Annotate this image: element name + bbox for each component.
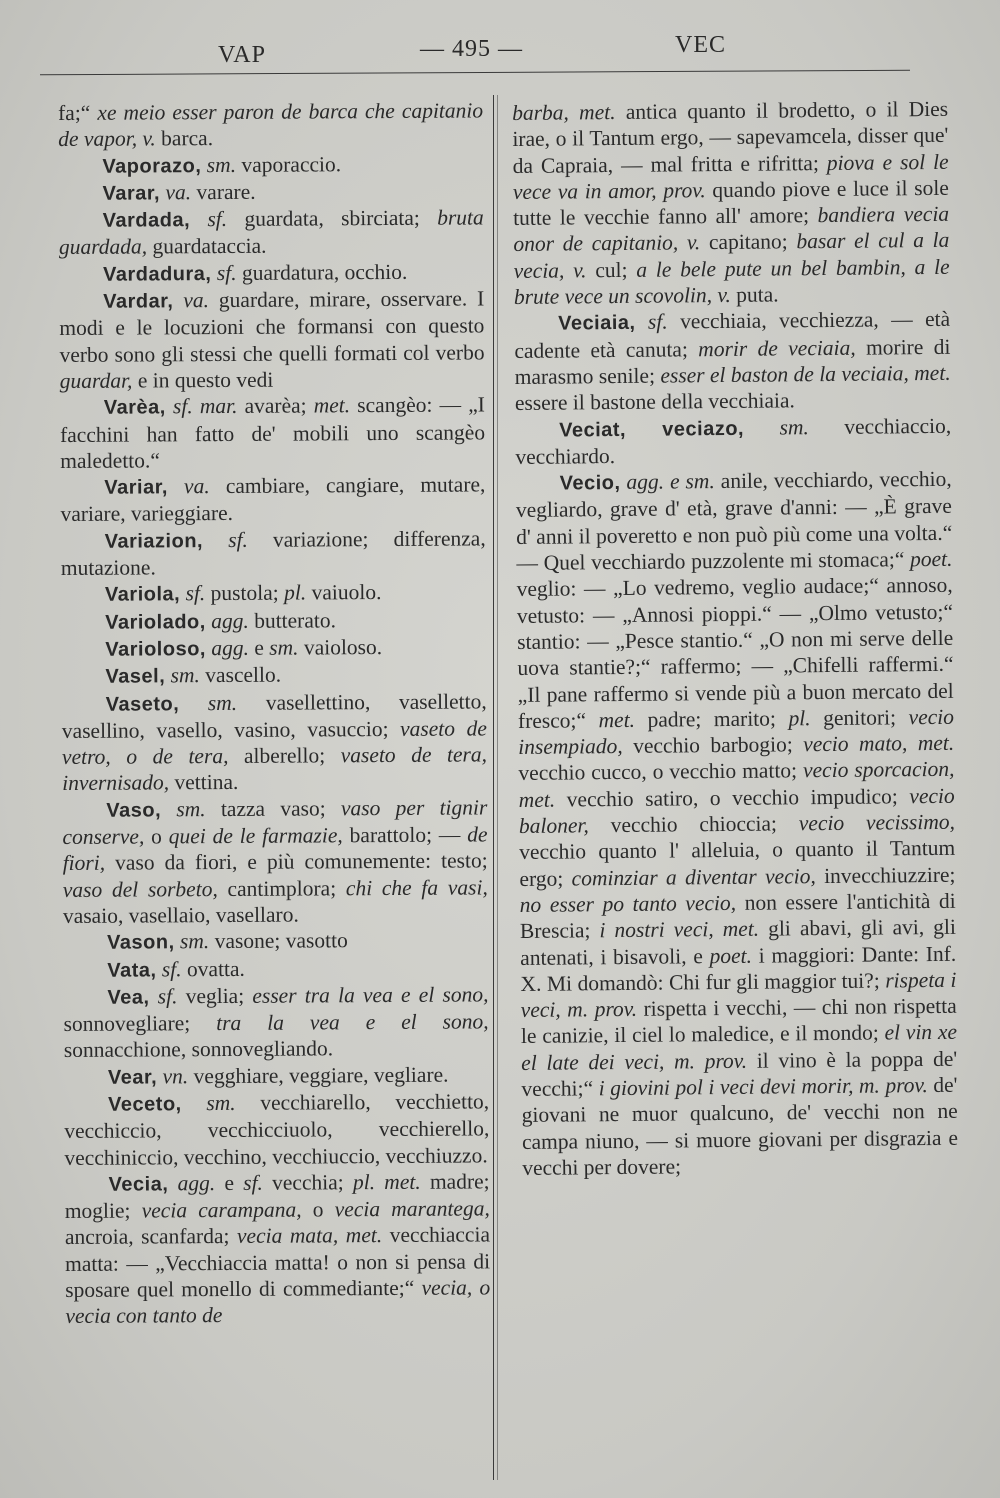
italic-phrase: no esser po tanto vecio, xyxy=(519,890,737,917)
definition-text: rispetta i vecchi, — chi non rispetta le canizie, il ciel lo maledice, e il mondo; xyxy=(520,993,957,1049)
italic-phrase: vecio insempiado, xyxy=(518,704,955,760)
dictionary-entry xyxy=(58,97,483,152)
grammar-label: sm. xyxy=(170,663,200,688)
definition-text: antica quanto il brodetto, o il Dies irae, o il Tantum ergo, — sapevamcela, disser que' da Capraia, — mal fritta e rifritta; xyxy=(512,96,949,178)
entry-headword: Variolado, xyxy=(105,610,206,634)
grammar-label: va. xyxy=(165,180,192,205)
dictionary-entry xyxy=(63,981,488,1063)
definition-text: sonnovegliare; xyxy=(63,1011,217,1037)
entry-headword: Vardadura, xyxy=(102,262,212,286)
dictionary-entry xyxy=(516,466,959,1181)
definition-text: quando piove e luce il sole tutte le vecchie fanno all' amore; xyxy=(513,175,949,231)
dictionary-entry xyxy=(61,525,486,581)
definition-text: butterato. xyxy=(248,607,337,633)
definition-text: vecchiaccio, vecchiardo. xyxy=(515,413,952,469)
definition-text: vecchio chioccia; xyxy=(588,811,799,838)
definition-text: cambiare, cangiare, mutare, variare, varieggiare. xyxy=(60,472,486,527)
dictionary-entry xyxy=(63,927,488,957)
definition-text: de' giovani ne muor qualcuno, de' vecchi non ne campa niuno, — si muore giovani per disgrazia e vecchi per dovere; xyxy=(521,1072,959,1180)
definition-text: vasellettino, vaselletto, vasellino, vasello, vasino, vasuccio; xyxy=(61,688,487,743)
dictionary-entry xyxy=(61,633,486,663)
italic-phrase: pl. xyxy=(284,580,307,605)
definition-text: vecchiarello, vecchietto, vecchiccio, vecchicciuolo, vecchierello, vecchiniccio, vecchino, vecchiuccio, vecchiuzzo. xyxy=(64,1089,490,1170)
definition-text: barattolo; — xyxy=(342,822,468,848)
definition-text: capitano; xyxy=(700,229,797,255)
definition-text: padre; marito; xyxy=(634,706,789,732)
column-divider xyxy=(493,95,494,1480)
dictionary-entry xyxy=(58,177,483,207)
definition-text: barca. xyxy=(155,126,214,151)
right-column xyxy=(512,96,958,1181)
definition-text: puta. xyxy=(730,282,779,307)
italic-phrase: vecio sporcacion, met. xyxy=(518,757,955,812)
definition-text: fa;“ xyxy=(58,100,98,125)
italic-phrase: sf. xyxy=(243,1170,263,1195)
grammar-label: agg. xyxy=(211,608,249,633)
italic-phrase: pl. met. xyxy=(352,1169,421,1195)
definition-text: o xyxy=(301,1197,335,1222)
entry-headword: Vata, xyxy=(107,958,157,982)
grammar-label: sm. xyxy=(176,796,206,822)
definition-text: essere il bastone della vecchiaia. xyxy=(514,388,795,416)
italic-phrase: vecia, o vecia con tanto de xyxy=(65,1275,491,1329)
definition-text: veglia; xyxy=(177,983,253,1009)
italic-phrase: chi che fa vasi, xyxy=(345,874,488,900)
column-divider-inner xyxy=(497,95,498,1480)
definition-text: guardata, sbirciata; xyxy=(227,205,438,232)
definition-text: non essere l'antichità di Brescia; xyxy=(519,888,956,944)
definition-text: madre; moglie; xyxy=(64,1169,490,1224)
definition-text: invecchiuzzire; xyxy=(815,862,956,888)
dictionary-entry xyxy=(61,606,486,636)
definition-text: vecchio cucco, o vecchio matto; xyxy=(518,758,804,786)
italic-phrase: vecia carampana, xyxy=(141,1197,302,1223)
entry-headword: Variazion, xyxy=(104,529,204,553)
entry-headword: Vaso, xyxy=(106,799,162,822)
entry-headword: Varioloso, xyxy=(105,638,207,661)
definition-text: tazza vaso; xyxy=(205,796,342,821)
definition-text: avarèa; xyxy=(237,393,314,419)
definition-text: varare. xyxy=(191,179,256,205)
definition-text: veglio: — „Lo vedremo, veglio audace;“ annoso, vetusto: — „Annosi pioppi.“ — „Olmo vetusto;“ stantio: — „Pesce stantio.“ „O non mi serve delle uova stantie?;“ raffermo; — „Chifelli raffermi.“ „Il pane raffermo si vende più a buon mercato del fresco;“ xyxy=(516,573,954,733)
italic-phrase: rispeta i veci, m. prov. xyxy=(520,967,957,1023)
italic-phrase: pl. xyxy=(788,705,811,731)
dictionary-entry xyxy=(60,392,485,474)
definition-text: cul; xyxy=(586,257,637,283)
italic-phrase: bruta guardada, xyxy=(58,205,484,260)
definition-text: vecchio quanto l' alleluia, o quanto il Tantum ergo; xyxy=(519,836,956,891)
grammar-label: sf. xyxy=(216,260,237,285)
definition-text: vettina. xyxy=(169,770,239,795)
entry-headword: Vasel, xyxy=(105,665,166,688)
entry-headword: Vaseto, xyxy=(105,692,180,716)
italic-phrase: quei de le farmazie, xyxy=(168,823,343,849)
italic-phrase: barba, met. xyxy=(512,100,616,125)
definition-text: genitori; xyxy=(810,705,909,730)
dictionary-entry xyxy=(514,306,951,416)
dictionary-entry xyxy=(59,258,484,288)
header-left-guideword: VAP xyxy=(218,42,266,68)
definition-text: vecchio barbogio; xyxy=(622,732,804,759)
italic-phrase: vecio baloner, xyxy=(518,783,955,838)
dictionary-entry xyxy=(64,1061,489,1091)
definition-text: vecchia; xyxy=(262,1170,354,1195)
definition-text: variazione; differenza, mutazione. xyxy=(60,526,486,581)
grammar-label: vn. xyxy=(162,1063,189,1089)
italic-phrase: poet. xyxy=(709,943,753,968)
entry-headword: Vear, xyxy=(107,1066,158,1089)
definition-text: ovatta. xyxy=(181,956,245,981)
entry-headword: Vardada, xyxy=(102,209,191,232)
italic-phrase: vecia mata, met. xyxy=(236,1223,383,1249)
italic-phrase: esser el baston de la veciaia, met. xyxy=(660,360,951,388)
definition-text: il vino è la poppa de' vecchi;“ xyxy=(521,1046,958,1101)
definition-text: vasaio, vasellaio, vasellaro. xyxy=(62,902,299,928)
dictionary-entry xyxy=(62,688,488,797)
italic-phrase: met. xyxy=(598,707,636,733)
grammar-label: sf. xyxy=(185,581,206,606)
definition-text: pustola; xyxy=(205,580,285,606)
definition-text: vecchiaia, vecchiezza, — età cadente età canuta; xyxy=(514,307,951,363)
definition-text: gli abavi, gli avi, gli antenati, i bisavoli, e xyxy=(520,914,957,970)
italic-phrase: guardar, xyxy=(59,368,133,393)
dictionary-entry xyxy=(515,412,951,470)
entry-headword: Veciaia, xyxy=(558,312,636,335)
entry-headword: Variola, xyxy=(104,583,181,607)
italic-phrase: vaseto de vetro, o de tera, xyxy=(61,716,487,770)
definition-text: vaiuolo. xyxy=(306,580,382,605)
grammar-label: sm. xyxy=(206,1090,236,1116)
dictionary-entry xyxy=(59,285,485,394)
italic-phrase: bandiera vecia onor de capitanio, v. xyxy=(513,201,950,257)
entry-headword: Vecia, xyxy=(108,1173,169,1196)
definition-text: guardataccia. xyxy=(147,234,267,259)
italic-phrase: basar el cul a la vecia, v. xyxy=(513,228,950,283)
definition-text: o xyxy=(144,824,169,849)
definition-text: vegghiare, veggiare, vegliare. xyxy=(188,1062,449,1088)
dictionary-entry xyxy=(58,150,483,180)
definition-text: vaporaccio. xyxy=(235,151,342,177)
definition-text: vecchiaccia matta: — „Vecchiaccia matta! o non si pensa di sposare quel monello di commediante;“ xyxy=(65,1222,491,1303)
definition-text: i maggiori: Dante: Inf. X. Mi domandò: Chi fur gli maggior tui?; xyxy=(520,941,957,996)
left-column xyxy=(58,97,491,1329)
grammar-label: sm. xyxy=(179,929,210,954)
entry-headword: Varèa, xyxy=(103,396,166,419)
header-rule xyxy=(40,70,910,76)
definition-text: anile, vecchiardo, vecchio, vegliardo, grave d' età, grave d'anni: — „È grave d' anni il poveretto e non può più come una volta.“ — Quel vecchiardo puzzolente mi stomaca;“ xyxy=(515,466,953,576)
entry-headword: Veceto, xyxy=(108,1093,182,1116)
entry-headword: Veciat, veciazo, xyxy=(559,417,745,442)
italic-phrase: esser tra la vea e el sono, xyxy=(252,982,489,1008)
grammar-label: sf. xyxy=(157,984,178,1009)
grammar-label: agg. xyxy=(211,635,250,661)
italic-phrase: vaso per tignir conserve, xyxy=(62,795,488,850)
grammar-label: agg. e sm. xyxy=(626,469,715,495)
definition-text: e xyxy=(215,1170,244,1195)
entry-headword: Varar, xyxy=(102,182,161,205)
entry-headword: Vason, xyxy=(107,931,175,954)
italic-phrase: vaso del sorbeto, xyxy=(62,876,218,902)
definition-text: vasone; vasotto xyxy=(209,928,348,954)
grammar-label: sm. xyxy=(207,690,238,715)
dictionary-entry xyxy=(59,205,484,261)
italic-phrase: cominziar a diventar vecio, xyxy=(571,863,816,891)
grammar-label: sm. xyxy=(779,414,809,440)
italic-phrase: morir de veciaia, xyxy=(698,335,856,361)
entry-headword: Variar, xyxy=(104,476,168,499)
italic-phrase: vecia marantega, xyxy=(334,1196,490,1222)
definition-text: cantimplora; xyxy=(217,875,346,901)
entry-headword: Vardar, xyxy=(103,290,174,313)
definition-text: ancroia, scanfarda; xyxy=(64,1224,238,1250)
definition-text: sonnacchione, sonnovegliando. xyxy=(63,1036,334,1063)
italic-phrase: sm. xyxy=(269,635,299,660)
definition-text: scangèo: — „I facchini han fatto de' mobili uno scangèo maledetto.“ xyxy=(59,392,486,473)
italic-phrase: i nostri veci, met. xyxy=(599,916,760,943)
definition-text: vecchio satiro, o vecchio impudico; xyxy=(555,783,910,812)
running-header xyxy=(40,30,940,70)
definition-text: e xyxy=(248,635,270,660)
entry-headword: Vecio, xyxy=(559,472,621,495)
definition-text: alberello; xyxy=(228,743,341,769)
definition-text: guardare, mirare, osservare. I modi e le locuzioni che formansi con questo verbo sono gli stessi che quelli formati col verbo xyxy=(59,286,485,367)
dictionary-entry xyxy=(61,661,486,691)
italic-phrase: vecio mato, met. xyxy=(803,730,955,757)
italic-phrase: i giovini pol i veci devi morir, m. prov. xyxy=(598,1073,928,1101)
dictionary-entry xyxy=(61,579,486,609)
page-number: — 495 — xyxy=(420,36,523,62)
italic-phrase: vecio vecissimo, xyxy=(798,809,956,836)
dictionary-entry xyxy=(62,794,488,929)
dictionary-entry xyxy=(60,472,485,528)
grammar-label: va. xyxy=(183,474,210,499)
definition-text: vascello. xyxy=(199,662,282,688)
grammar-label: va. xyxy=(183,288,210,313)
grammar-label: agg. xyxy=(177,1170,216,1196)
dictionary-entry xyxy=(512,96,950,311)
italic-phrase: piova e sol le vece va in amor, prov. xyxy=(512,149,949,204)
dictionary-entry xyxy=(63,954,488,984)
dictionary-entry xyxy=(64,1088,489,1170)
italic-phrase: de fiori, xyxy=(62,822,488,876)
entry-headword: Vaporazo, xyxy=(102,154,202,178)
grammar-label: sf. xyxy=(647,309,668,335)
grammar-label: sf. xyxy=(161,956,182,981)
definition-text: guardatura, occhio. xyxy=(236,259,408,285)
italic-phrase: a le bele pute un bel bambin, a le brute vece un scovolin, v. xyxy=(513,254,950,310)
italic-phrase: vaseto de tera, invernisado, xyxy=(62,742,488,796)
italic-phrase: tra la vea e el sono, xyxy=(216,1009,489,1036)
grammar-label: sf. xyxy=(228,527,248,552)
definition-text: vaso da fiori, e più comunemente: testo; xyxy=(105,848,488,876)
italic-phrase: poet. xyxy=(909,546,953,572)
italic-phrase: xe meio esser paron de barca che capitanio de vapor, v. xyxy=(58,98,484,152)
grammar-label: sf. mar. xyxy=(172,394,238,419)
dictionary-entry xyxy=(65,1168,491,1329)
header-right-guideword: VEC xyxy=(675,32,726,58)
italic-phrase: el vin xe el late dei veci, m. prov. xyxy=(521,1020,958,1075)
grammar-label: sm. xyxy=(206,152,237,177)
italic-phrase: met. xyxy=(313,393,351,418)
definition-text: vaioloso. xyxy=(298,634,383,660)
definition-text: e in questo vedi xyxy=(132,367,274,393)
entry-headword: Vea, xyxy=(107,986,150,1009)
grammar-label: sf. xyxy=(207,207,228,232)
definition-text: morire di marasmo senile; xyxy=(514,334,951,389)
